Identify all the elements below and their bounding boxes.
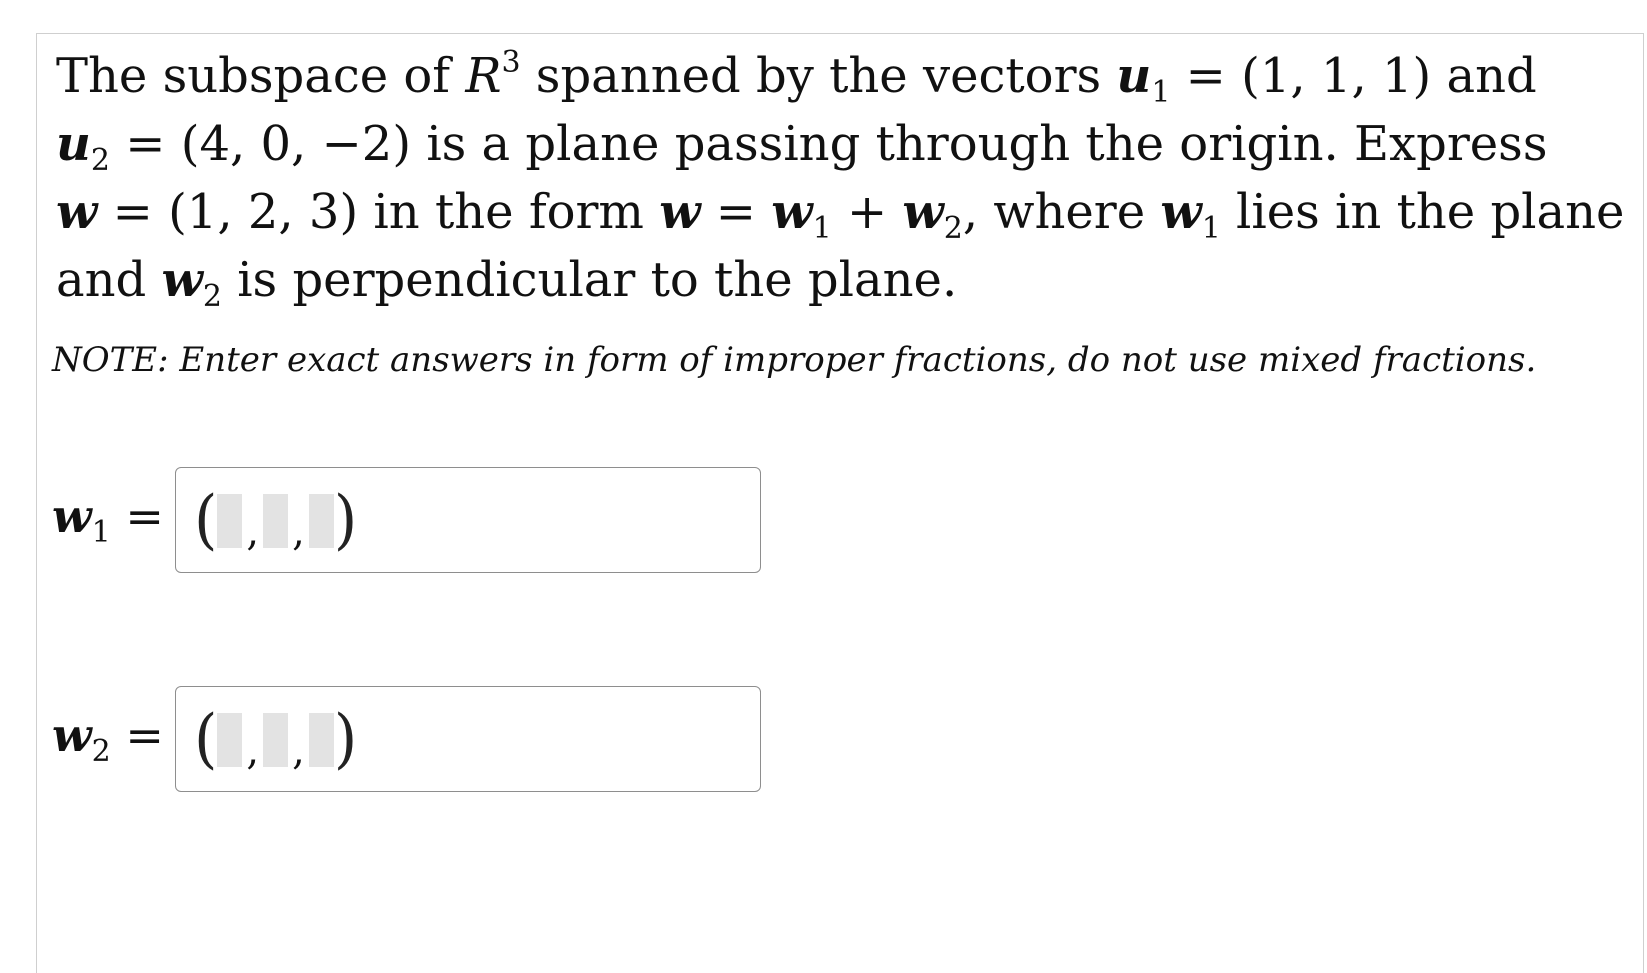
w1-answer-input[interactable] xyxy=(175,467,761,573)
problem-line-4 xyxy=(56,246,1616,314)
w2-answer-input[interactable] xyxy=(175,686,761,792)
w2-component-3-input[interactable] xyxy=(309,713,334,767)
exponent: 3 xyxy=(501,45,521,80)
w1-component-2-input[interactable] xyxy=(263,494,288,548)
text: = xyxy=(700,184,772,240)
vector-w: w xyxy=(659,184,701,240)
problem-line-3 xyxy=(56,178,1625,246)
w1-component-1-input[interactable] xyxy=(217,494,242,548)
answer-label-w1: $w_1$ = xyxy=(52,489,164,550)
comma: , xyxy=(246,728,260,774)
problem-line-2 xyxy=(56,110,1616,178)
text: + xyxy=(831,184,903,240)
vector-w: w xyxy=(56,184,98,240)
w2-component-1-input[interactable] xyxy=(217,713,242,767)
text: = (1, 1, 1) and xyxy=(1170,48,1537,104)
text: = (4, 0, −2) is a plane passing through the origin. Express xyxy=(110,116,1548,172)
text: is perpendicular to the plane. xyxy=(221,252,958,308)
close-paren: ) xyxy=(333,482,358,558)
vector-w2: $w_2$ xyxy=(161,252,222,314)
answer-label-w2: $w_2$ = xyxy=(52,708,164,769)
problem-statement xyxy=(56,42,1625,314)
w1-component-3-input[interactable] xyxy=(309,494,334,548)
vector-w2: $w_2$ xyxy=(902,184,963,246)
text: lies in the plane xyxy=(1220,184,1625,240)
space-symbol: R xyxy=(465,48,502,104)
vector-w1: $w_1$ xyxy=(771,184,832,246)
open-paren: ( xyxy=(194,701,218,777)
vector-w1: $w_1$ xyxy=(1160,184,1221,246)
w2-component-2-input[interactable] xyxy=(263,713,288,767)
note-text: NOTE: Enter exact answers in form of improper fractions, do not use mixed fractions. xyxy=(52,340,1537,380)
comma: , xyxy=(246,509,260,555)
close-paren: ) xyxy=(333,701,358,777)
vector-u1: $u_1$ xyxy=(1116,48,1171,110)
comma: , xyxy=(292,728,305,774)
vector-u2: $u_2$ xyxy=(56,116,110,178)
text: = (1, 2, 3) in the form xyxy=(97,184,660,240)
comma: , xyxy=(292,509,305,555)
problem-line-1 xyxy=(56,42,1616,110)
text: spanned by the vectors xyxy=(520,48,1117,104)
text: and xyxy=(56,252,162,308)
open-paren: ( xyxy=(194,482,218,558)
text: , where xyxy=(962,184,1161,240)
text: The subspace of xyxy=(56,48,466,104)
